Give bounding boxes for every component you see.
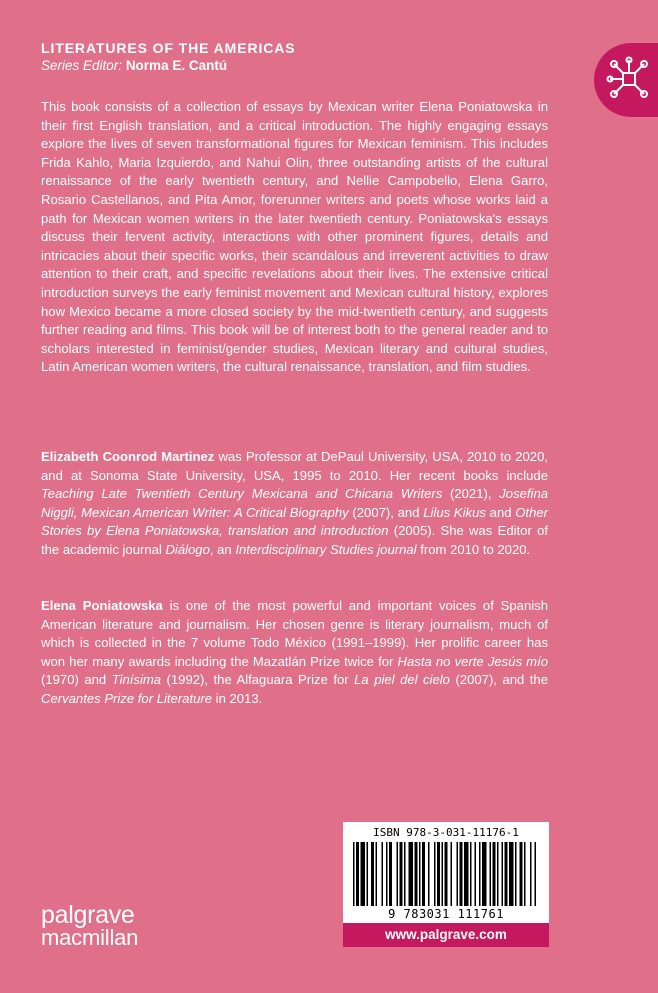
barcode-bar bbox=[505, 842, 508, 906]
author-name: Elena Poniatowska bbox=[41, 598, 163, 613]
barcode-bar bbox=[371, 842, 374, 906]
logo-line-1: palgrave bbox=[41, 901, 135, 929]
series-title: LITERATURES OF THE AMERICAS bbox=[41, 40, 296, 56]
bio-text: is one of the most powerful and important voices of Spanish American literature and journalism. Her chosen genre is literary journalism, much of which is collected in the 7 volume Todo México (1991–1999). Her prolific career has won her many awards including the Mazatlán Prize twice for bbox=[41, 598, 548, 669]
bio-text: (2007), and bbox=[348, 504, 424, 520]
barcode-bar bbox=[434, 842, 436, 906]
logo-line-2: macmillan bbox=[41, 925, 139, 950]
bio-text: in 2013. bbox=[212, 690, 263, 706]
barcode-bar bbox=[386, 842, 388, 906]
barcode-bar bbox=[404, 842, 406, 906]
book-title: La piel del cielo bbox=[354, 672, 450, 688]
bio-text: (2007), and the bbox=[449, 672, 548, 688]
barcode-bar bbox=[509, 842, 514, 906]
book-title: Lilus Kikus bbox=[423, 504, 486, 520]
bio-text: , an bbox=[209, 541, 236, 557]
prize-title: Cervantes Prize for Literature bbox=[41, 690, 213, 706]
book-title: Other Stories by Elena Poniatowska, translation and introduction bbox=[41, 504, 548, 539]
book-title: Josefina Niggli, Mexican American Writer: A Critical Biography bbox=[41, 486, 549, 520]
bio-text: (2005). She was Editor of the academic journal bbox=[41, 523, 548, 557]
barcode-bar bbox=[535, 842, 537, 906]
publisher-logo bbox=[41, 903, 138, 949]
bio-text: was Professor at DePaul University, USA, 2010 to 2020, and at Sonoma State University, USA, 1995 to 2010. Her recent books include bbox=[41, 449, 548, 483]
bio-text: from 2010 to 2020. bbox=[416, 541, 531, 557]
author-bio-martinez bbox=[41, 448, 548, 560]
barcode-bar bbox=[464, 842, 469, 906]
barcode-bar bbox=[389, 842, 392, 906]
book-description: This book consists of a collection of essays by Mexican writer Elena Poniatowska in their first English translation, and a critical introduction. The highly engaging essays explore the lives of seven transformational figures for Mexican feminism. This includes Frida Kahlo, Maria Izquierdo, and Nahui Olin, three outstanding artists of the cultural renaissance of the early twentieth century, and Nellie Campobello, Elena Garro, Rosario Castellanos, and Pita Amor, forerunner writers and poets whose works laid a path for Mexican women writers in the later twentieth century. Poniatowska's essays discuss their fervent activity, interactions with other prominent figures, details and intricacies about their specific works, their scandalous and irreverent activities to draw attention to their craft, and specific revelations about their lives. The extensive critical introduction surveys the early feminist movement and Mexican cultural history, explores how Mexico became a more closed society by the mid-twentieth century, and suggests further reading and films. This book will be of interest both to the general reader and to scholars interested in feminist/gender studies, Mexican literary and cultural studies, Latin American women writers, the cultural renaissance, translation, and film studies. bbox=[41, 99, 548, 375]
barcode-bar bbox=[457, 842, 459, 906]
barcode-bar bbox=[470, 842, 472, 906]
barcode-bar bbox=[490, 842, 492, 906]
barcode-bar bbox=[445, 842, 448, 906]
isbn-barcode bbox=[343, 822, 549, 923]
barcode-bar bbox=[356, 842, 359, 906]
barcode-bar bbox=[524, 842, 526, 906]
barcode-bar bbox=[530, 842, 532, 906]
series-editor-name: Norma E. Cantú bbox=[125, 58, 228, 73]
barcode-bar bbox=[419, 842, 421, 906]
barcode-bar bbox=[460, 842, 463, 906]
journal-subtitle: Interdisciplinary Studies journal bbox=[235, 541, 417, 557]
bio-text: (1970) and bbox=[41, 672, 112, 688]
publisher-badge bbox=[594, 43, 658, 117]
isbn-label: ISBN 978-3-031-11176-1 bbox=[373, 826, 519, 839]
author-bio-poniatowska bbox=[41, 597, 548, 709]
series-editor-label: Series Editor: bbox=[41, 58, 123, 73]
barcode-bar bbox=[376, 842, 378, 906]
bio-text: and bbox=[485, 504, 516, 520]
barcode-bar bbox=[482, 842, 487, 906]
network-icon bbox=[606, 56, 652, 102]
barcode-bar bbox=[400, 842, 403, 906]
book-title: Tinísima bbox=[111, 672, 162, 688]
barcode-bar bbox=[428, 842, 430, 906]
barcode-bar bbox=[451, 842, 453, 906]
barcode-bar bbox=[367, 842, 369, 906]
barcode-bar bbox=[475, 842, 477, 906]
barcode-bar bbox=[493, 842, 496, 906]
author-name: Elizabeth Coonrod Martinez bbox=[41, 449, 215, 464]
barcode-bar bbox=[422, 842, 425, 906]
bio-text: (2021), bbox=[442, 486, 500, 502]
barcode-bar bbox=[415, 842, 418, 906]
barcode-bar bbox=[479, 842, 481, 906]
publisher-website: www.palgrave.com bbox=[343, 923, 549, 947]
book-title: Teaching Late Twentieth Century Mexicana and Chicana Writers bbox=[41, 486, 443, 502]
barcode-bar bbox=[442, 842, 444, 906]
barcode-bar bbox=[520, 842, 523, 906]
barcode-bar bbox=[497, 842, 499, 906]
series-editor bbox=[41, 57, 561, 75]
barcode-bar bbox=[515, 842, 517, 906]
barcode-bar bbox=[382, 842, 384, 906]
journal-title: Diálogo bbox=[165, 541, 210, 557]
barcode-bar bbox=[502, 842, 504, 906]
barcode-bar bbox=[397, 842, 399, 906]
barcode-bar bbox=[353, 842, 355, 906]
barcode-bars bbox=[349, 842, 543, 906]
book-title: Hasta no verte Jesús mío bbox=[397, 653, 548, 669]
barcode-bar bbox=[437, 842, 440, 906]
bio-text: (1992), the Alfaguara Prize for bbox=[161, 672, 355, 688]
barcode-digits: 9 783031 111761 bbox=[388, 907, 504, 921]
barcode-bar bbox=[409, 842, 414, 906]
series-header bbox=[41, 39, 561, 75]
barcode-bar bbox=[361, 842, 366, 906]
